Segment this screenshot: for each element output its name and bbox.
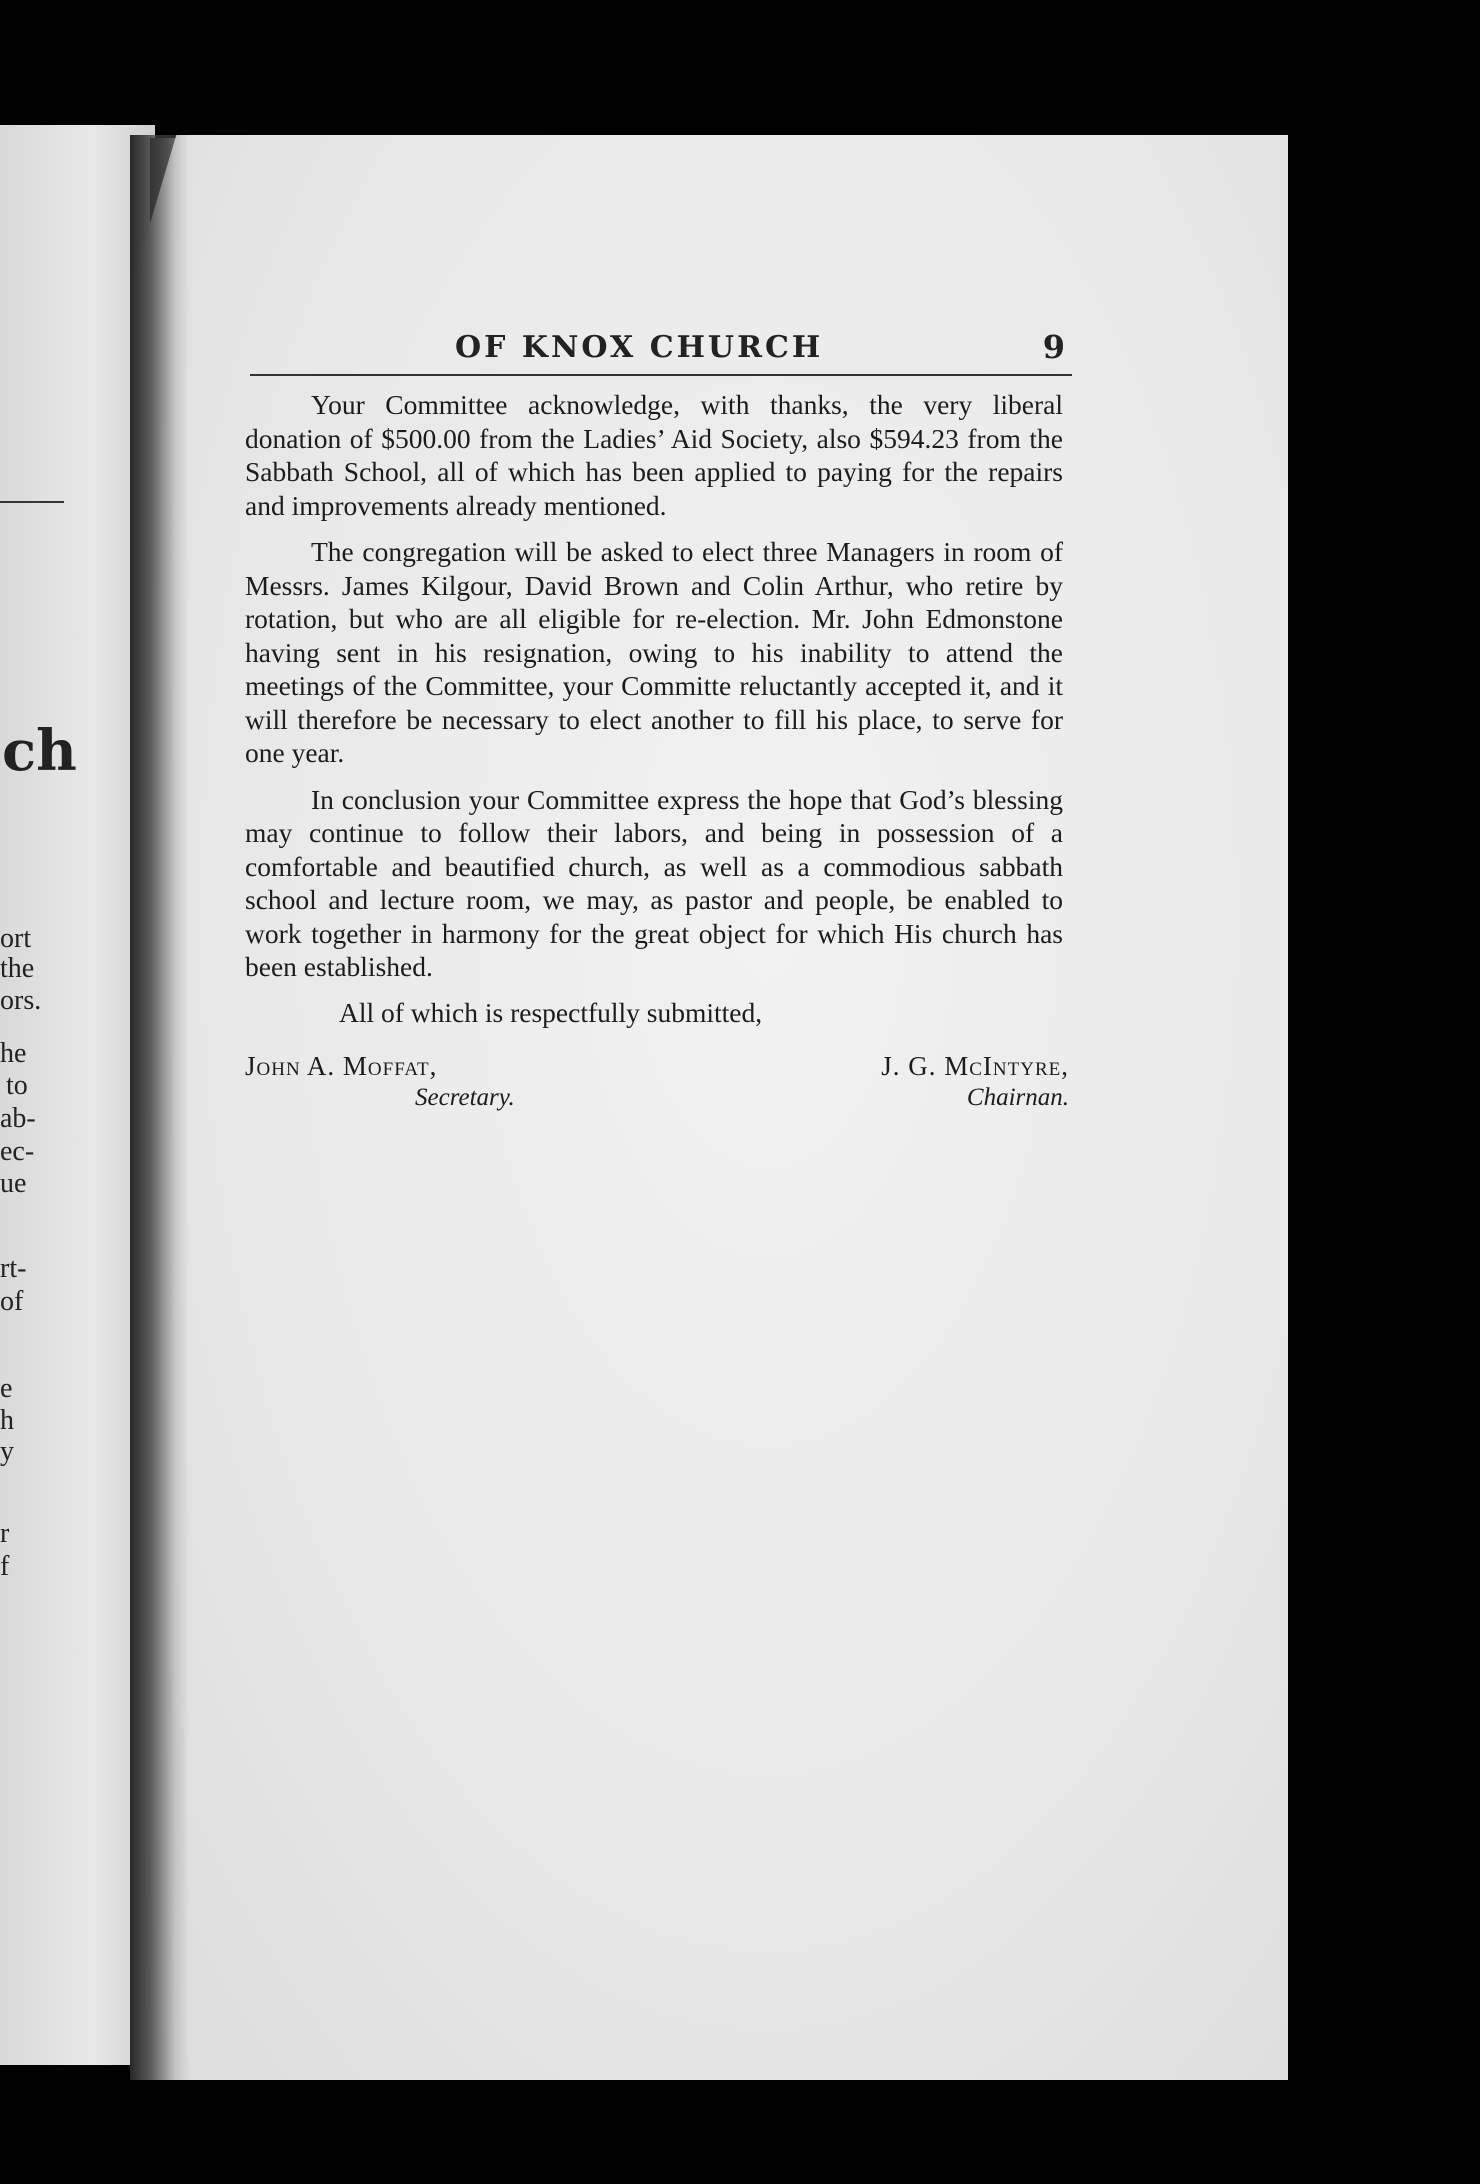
facing-page-text-fragment: e xyxy=(0,1373,13,1404)
secretary-name: John A. Moffat, xyxy=(245,1051,438,1081)
running-title: OF KNOX CHURCH xyxy=(455,330,824,365)
facing-page-text-fragment: y xyxy=(0,1436,14,1467)
gutter-shadow xyxy=(130,135,190,2080)
facing-page-text-fragment: rt- xyxy=(0,1253,27,1284)
closing-line: All of which is respectfully submitted, xyxy=(339,996,763,1028)
paragraph-conclusion: In conclusion your Committee express the hope that God’s blessing may continue to follow their labors, and being in possession of a comfortable and beautified church, as well as a commodious sabbath school and lecture room, we may, as pastor and people, be enabled to work together in harmony for the great object for which His church has been established. xyxy=(245,783,1063,982)
facing-page-text-fragment: ab- xyxy=(0,1103,36,1134)
facing-page-text-fragment: r xyxy=(0,1518,10,1549)
page-content xyxy=(245,328,1069,1121)
facing-page-text-fragment: ors. xyxy=(0,985,42,1016)
page-number: 9 xyxy=(1042,328,1065,366)
facing-page-text-fragment: ue xyxy=(0,1168,27,1199)
signature-chairman xyxy=(881,1051,1069,1112)
facing-page-text-fragment: he xyxy=(0,1038,27,1069)
chairman-title: Chairnan. xyxy=(966,1084,1069,1111)
facing-page-text-fragment: ort xyxy=(0,923,32,954)
facing-page-heading-fragment: ch xyxy=(2,718,77,784)
paragraph-election: The congregation will be asked to elect three Managers in room of Messrs. James Kilgour, David Brown and Colin Arthur, who retire by rotation, but who are all eligible for re-election. Mr. John Edmonstone having sent in his resignation, owing to his inability to attend the meetings of the Committee, your Committe reluctantly accepted it, and it will therefore be necessary to elect another to fill his place, to serve for one year. xyxy=(245,536,1063,768)
facing-page-text-fragment: f xyxy=(0,1551,10,1582)
paragraph-donations: Your Committee acknowledge, with thanks, the very liberal donation of $500.00 from the Ladies’ Aid Society, also $594.23 from the Sabbath School, all of which has been applied to paying for the repairs and improvements already mentioned. xyxy=(245,389,1063,521)
facing-page-rule xyxy=(0,501,64,503)
running-head xyxy=(245,330,1063,370)
facing-page-text-fragment: to xyxy=(6,1070,28,1101)
header-rule xyxy=(250,374,1072,376)
facing-page-text-fragment: the xyxy=(0,953,35,984)
secretary-title: Secretary. xyxy=(415,1084,515,1111)
signature-secretary xyxy=(245,1051,515,1112)
facing-page-text-fragment: h xyxy=(0,1405,14,1436)
facing-page-text-fragment: ec- xyxy=(0,1136,35,1167)
facing-page-text-fragment: of xyxy=(0,1286,24,1317)
signature-block xyxy=(245,1051,1069,1121)
chairman-name: J. G. McIntyre, xyxy=(881,1051,1069,1081)
